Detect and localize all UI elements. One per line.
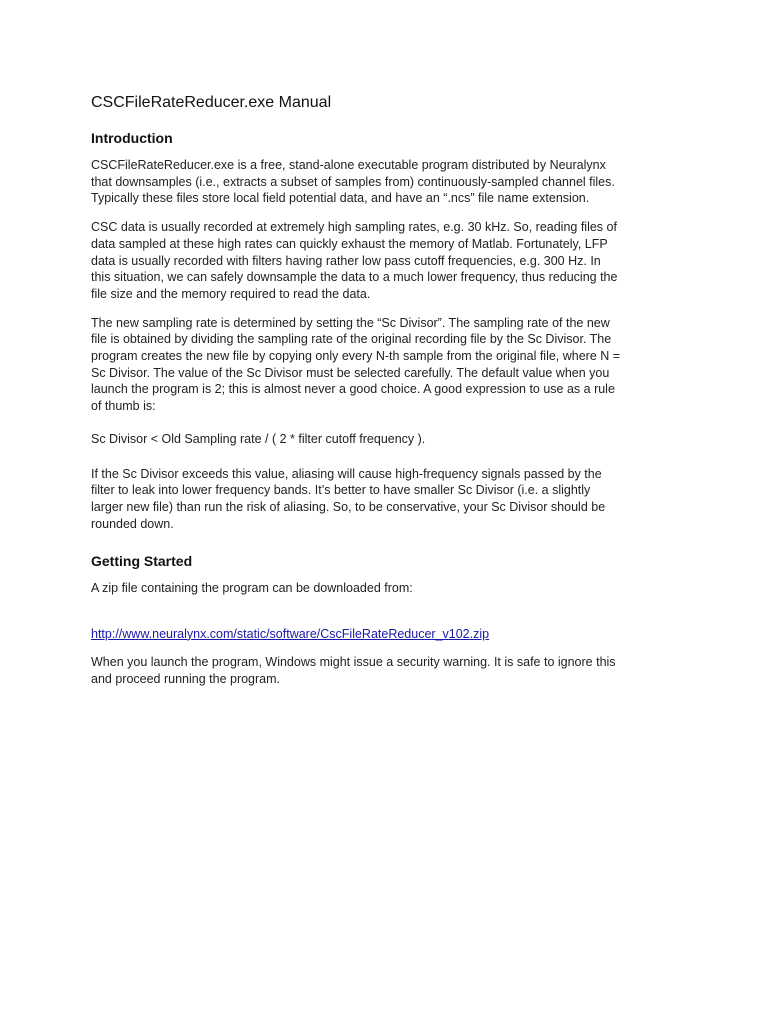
document-title: CSCFileRateReducer.exe Manual xyxy=(91,94,332,111)
download-link-paragraph xyxy=(91,609,698,642)
getting-started-paragraph-2: When you launch the program, Windows might issue a security warning. It is safe to ignore this and proceed running the program. xyxy=(91,655,616,687)
intro-paragraph-4: If the Sc Divisor exceeds this value, aliasing will cause high-frequency signals passed by the filter to leak into lower frequency bands. It’s better to have smaller Sc Divisor (i.e. a slightly larger new file) than run the risk of aliasing. So, to be conservative, your Sc Divisor should be rounded down. xyxy=(91,466,606,531)
getting-started-paragraph-1: A zip file containing the program can be downloaded from: xyxy=(91,581,413,596)
intro-paragraph-1: CSCFileRateReducer.exe is a free, stand-alone executable program distributed by Neuralynx that downsamples (i.e., extracts a subset of samples from) continuously-sampled channel files. Typically these files store local field potential data, and have an “.ncs” file name extension. xyxy=(91,158,615,206)
intro-paragraph-3: The new sampling rate is determined by setting the “Sc Divisor”. The sampling rate of the new file is obtained by dividing the sampling rate of the original recording file by the Sc Divisor. The program creates the new file by copying only every N-th sample from the original file, where N = Sc Divisor. The value of the Sc Divisor must be selected carefully. The default value when you launch the program is 2; this is almost never a good choice. A good expression to use as a rule of thumb is: xyxy=(91,315,621,414)
download-link[interactable]: http://www.neuralynx.com/static/software/CscFileRateReducer_v102.zip xyxy=(91,626,490,641)
section-heading-introduction: Introduction xyxy=(91,130,173,146)
rule-of-thumb-formula: Sc Divisor < Old Sampling rate / ( 2 * filter cutoff frequency ). xyxy=(91,431,426,446)
section-heading-getting-started: Getting Started xyxy=(91,553,193,570)
intro-paragraph-2: CSC data is usually recorded at extremely high sampling rates, e.g. 30 kHz. So, reading files of data sampled at these high rates can quickly exhaust the memory of Matlab. Fortunately, LFP data is usually recorded with filters having rather low pass cutoff frequencies, e.g. 300 Hz. In this situation, we can safely downsample the data to a much lower frequency, thus reducing the file size and the memory required to read the data. xyxy=(91,220,618,301)
